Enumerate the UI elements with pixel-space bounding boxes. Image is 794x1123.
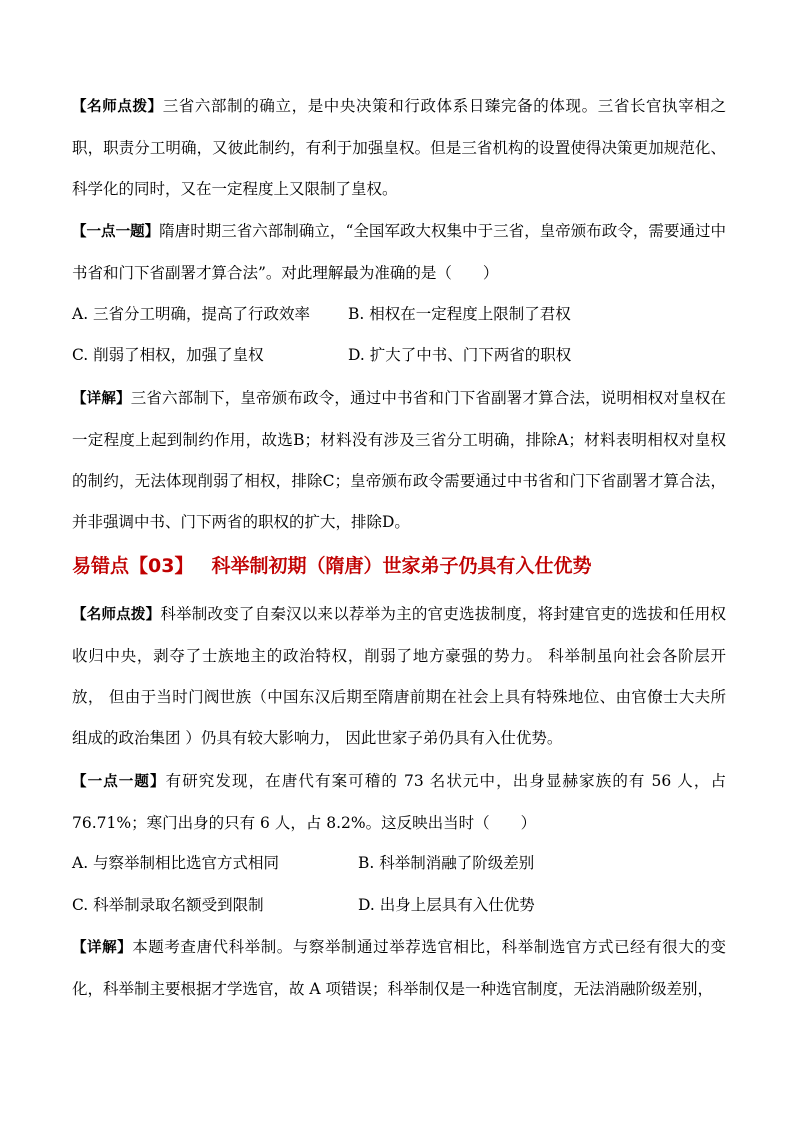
- answer-tag: 【详解】: [72, 391, 131, 407]
- tip-text: 科举制改变了自秦汉以来以荐举为主的官吏选拔制度，将封建官吏的选拔和任用权收归中央，剥夺了士族地主的政治特权，削弱了地方豪强的势力。 科举制虽向社会各阶层开放， 但由于当时门阀世族（中国东汉后期至隋唐前期在社会上具有特殊地位、由官僚士大夫所组成的政治集团 ）仍具有较大影响力， 因此世家子弟仍具有入仕优势。: [72, 605, 727, 747]
- question-paragraph-1: [72, 211, 726, 294]
- option-b: B. 科举制消融了阶级差别: [358, 854, 535, 872]
- option-c: C. 科举制录取名额受到限制: [72, 896, 264, 914]
- options-row-2: [72, 335, 726, 376]
- section-heading-title: 科举制初期（隋唐）世家弟子仍具有入仕优势: [211, 555, 592, 577]
- answer-tag: 【详解】: [72, 940, 133, 956]
- options-row-1: [72, 294, 726, 335]
- question-tag: 【一点一题】: [72, 774, 166, 790]
- section-heading-label: 易错点【03】: [72, 555, 194, 577]
- tip-paragraph-1: [72, 86, 726, 210]
- option-a: A. 三省分工明确，提高了行政效率: [72, 305, 311, 323]
- question-text: 隋唐时期三省六部制确立，“全国军政大权集中于三省，皇帝颁布政令，需要通过中书省和门下省副署才算合法”。对此理解最为准确的是（ ）: [72, 222, 726, 282]
- answer-text: 本题考查唐代科举制。与察举制通过举荐选官相比，科举制选官方式已经有很大的变化，科举制主要根据才学选官，故 A 项错误；科举制仅是一种选官制度，无法消融阶级差别，: [72, 938, 726, 998]
- question-tag: 【一点一题】: [72, 224, 160, 240]
- option-b: B. 相权在一定程度上限制了君权: [348, 305, 571, 323]
- tip-text: 三省六部制的确立，是中央决策和行政体系日臻完备的体现。三省长官执宰相之职，职责分工明确，又彼此制约，有利于加强皇权。但是三省机构的设置使得决策更加规范化、科学化的同时，又在一定程度上又限制了皇权。: [72, 97, 727, 198]
- section-heading: [72, 546, 726, 586]
- answer-text: 三省六部制下，皇帝颁布政令，通过中书省和门下省副署才算合法，说明相权对皇权在一定程度上起到制约作用，故选B；材料没有涉及三省分工明确，排除A；材料表明相权对皇权的制约，无法体现削弱了相权，排除C；皇帝颁布政令需要通过中书省和门下省副署才算合法，并非强调中书、门下两省的职权的扩大，排除D。: [72, 389, 726, 531]
- option-d: D. 扩大了中书、门下两省的职权: [348, 346, 572, 364]
- question-text: 有研究发现，在唐代有案可稽的 73 名状元中，出身显赫家族的有 56 人，占 76.71%；寒门出身的只有 6 人，占 8.2%。这反映出当时（ ）: [72, 772, 726, 832]
- answer-paragraph-2: [72, 927, 726, 1010]
- answer-paragraph-1: [72, 378, 726, 543]
- option-a: A. 与察举制相比选官方式相同: [72, 854, 280, 872]
- option-c: C. 削弱了相权，加强了皇权: [72, 346, 264, 364]
- question-paragraph-2: [72, 761, 726, 844]
- options-row-4: [72, 885, 726, 926]
- tip-tag: 【名师点拨】: [72, 99, 163, 115]
- tip-paragraph-2: [72, 594, 726, 759]
- option-d: D. 出身上层具有入仕优势: [358, 896, 535, 914]
- tip-tag: 【名师点拨】: [72, 607, 161, 623]
- options-row-3: [72, 843, 726, 884]
